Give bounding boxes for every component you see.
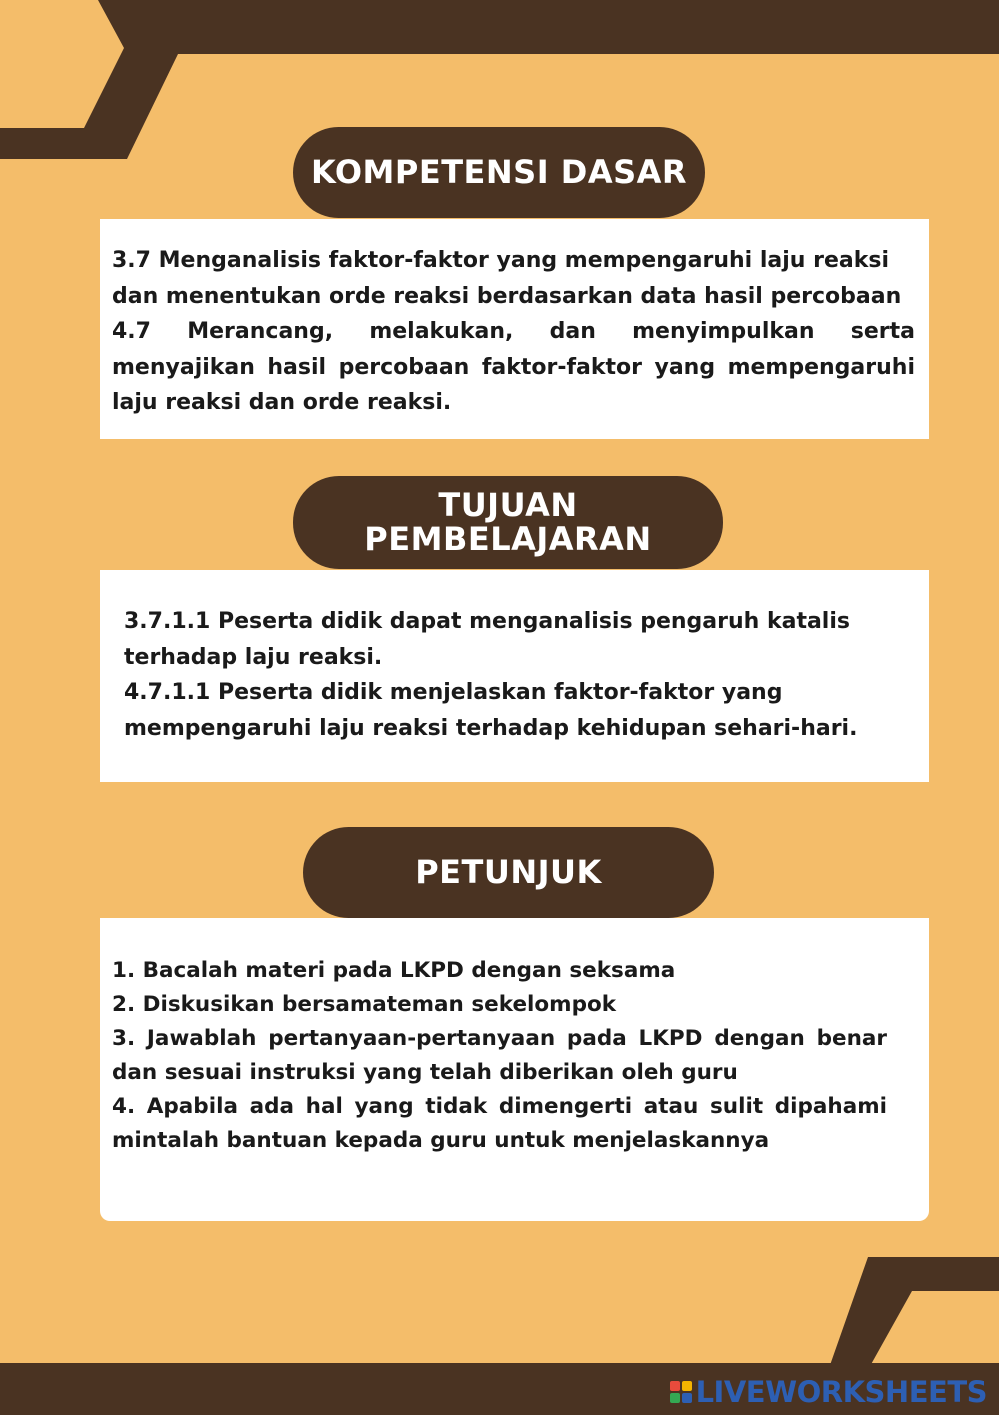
petunjuk-item: 2. Diskusikan bersamateman sekelompok <box>112 992 617 1017</box>
petunjuk-item: 4. Apabila ada hal yang tidak dimengerti atau sulit dipahami mintalah bantuan kepada guru untuk menjelaskannya <box>112 1094 887 1153</box>
kompetensi-item: 3.7 Menganalisis faktor-faktor yang mempengaruhi laju reaksi dan menentukan orde reaksi berdasarkan data hasil percobaan <box>112 248 902 309</box>
watermark-text: LIVEWORKSHEETS <box>695 1375 987 1409</box>
tujuan-item: 3.7.1.1 Peserta didik dapat menganalisis pengaruh katalis terhadap laju reaksi. <box>124 609 850 670</box>
petunjuk-item: 3. Jawablah pertanyaan-pertanyaan pada LKPD dengan benar dan sesuai instruksi yang telah diberikan oleh guru <box>112 1026 887 1085</box>
kompetensi-dasar-title: KOMPETENSI DASAR <box>310 152 688 191</box>
petunjuk-card <box>100 918 929 1221</box>
liveworksheets-logo-icon <box>670 1381 692 1403</box>
tujuan-pembelajaran-card <box>100 570 929 782</box>
tujuan-title-line1: TUJUAN <box>438 485 578 524</box>
kompetensi-item: 4.7 Merancang, melakukan, dan menyimpulkan serta menyajikan hasil percobaan faktor-faktor yang mempengaruhi laju reaksi dan orde reaksi. <box>112 319 915 415</box>
petunjuk-heading <box>303 827 714 918</box>
kompetensi-dasar-heading <box>293 127 705 218</box>
bottom-right-shape <box>829 1257 999 1368</box>
tujuan-item: 4.7.1.1 Peserta didik menjelaskan faktor-faktor yang mempengaruhi laju reaksi terhadap kehidupan sehari-hari. <box>124 680 858 741</box>
kompetensi-dasar-card <box>100 219 929 439</box>
petunjuk-title: PETUNJUK <box>415 852 602 891</box>
tujuan-pembelajaran-heading <box>293 476 723 569</box>
liveworksheets-watermark <box>670 1375 987 1409</box>
tujuan-title-line2: PEMBELAJARAN <box>364 519 652 558</box>
petunjuk-item: 1. Bacalah materi pada LKPD dengan seksama <box>112 958 676 983</box>
